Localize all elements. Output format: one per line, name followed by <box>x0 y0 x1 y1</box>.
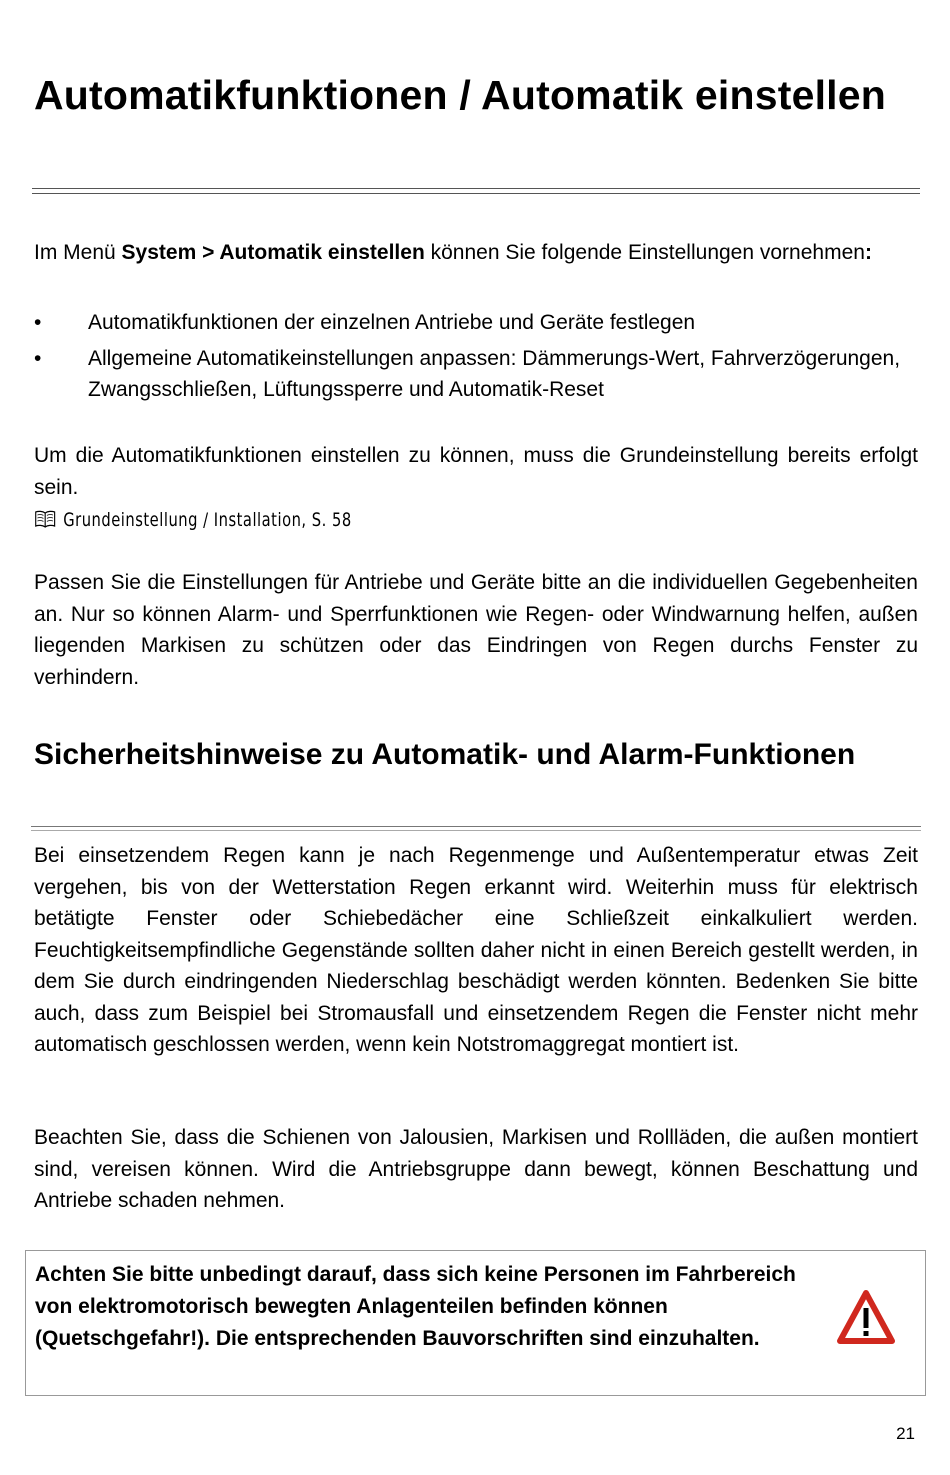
book-icon <box>34 509 56 529</box>
list-item-text: Automatikfunktionen der einzelnen Antriebe und Geräte festlegen <box>88 311 696 334</box>
section-divider <box>31 826 921 831</box>
intro-paragraph <box>34 237 918 269</box>
menu-path: System > Automatik einstellen <box>121 241 425 264</box>
prerequisite-paragraph: Um die Automatikfunktionen einstellen zu können, muss die Grundeinstellung bereits erfolgt sein. <box>34 444 918 499</box>
settings-list <box>34 307 918 410</box>
warning-box <box>25 1250 926 1396</box>
page-title: Automatikfunktionen / Automatik einstellen <box>34 72 887 118</box>
intro-text-post: können Sie folgende Einstellungen vornehmen <box>424 241 865 264</box>
section-title: Sicherheitshinweise zu Automatik- und Alarm-Funktionen <box>34 738 856 771</box>
title-divider <box>32 188 920 194</box>
intro-text-pre: Im Menü <box>34 241 122 264</box>
cross-reference <box>34 506 352 534</box>
rain-paragraph: Bei einsetzendem Regen kann je nach Regenmenge und Außentemperatur etwas Zeit vergehen, bis von der Wetterstation Regen erkannt wird. Weiterhin muss für elektrisch betätigte Fenster oder Schiebedächer eine Schließzeit einkalkuliert werden. Feuchtigkeitsempfindliche Gegenstände sollten daher nicht in einen Bereich gestellt werden, in dem Sie durch eindringenden Niederschlag beschädigt werden könnten. Bedenken Sie bitte auch, dass zum Beispiel bei Stromausfall und einsetzendem Regen die Fenster nicht mehr automatisch geschlossen werden, wenn kein Notstromaggregat montiert ist. <box>34 844 918 1056</box>
ice-paragraph: Beachten Sie, dass die Schienen von Jalousien, Markisen und Rollläden, die außen montiert sind, vereisen können. Wird die Antriebsgruppe dann bewegt, können Beschattung und Antriebe schaden nehmen. <box>34 1126 918 1212</box>
list-item <box>34 343 918 406</box>
warning-text: Achten Sie bitte unbedingt darauf, dass sich keine Personen im Fahrbereich von elektromotorisch bewegten Anlagenteilen befinden können (Quetschgefahr!). Die entsprechenden Bauvorschriften sind einzuhalten. <box>35 1263 796 1350</box>
page-number: 21 <box>896 1424 915 1443</box>
bullet-point: • <box>34 311 42 334</box>
list-item-text: Allgemeine Automatikeinstellungen anpassen: Dämmerungs-Wert, Fahrverzögerungen, Zwangsschließen, Lüftungssperre und Automatik-Reset <box>88 346 901 401</box>
bullet-point: • <box>34 346 42 370</box>
reference-text: Grundeinstellung / Installation, S. 58 <box>63 509 352 531</box>
warning-triangle-icon <box>836 1289 896 1345</box>
adjust-paragraph: Passen Sie die Einstellungen für Antriebe und Geräte bitte an die individuellen Gegebenheiten an. Nur so können Alarm- und Sperrfunktionen wie Regen- oder Windwarnung helfen, außen liegenden Markisen zu schützen oder das Eindringen von Regen durchs Fenster zu verhindern. <box>34 571 918 689</box>
list-item <box>34 307 918 339</box>
intro-colon: : <box>864 241 872 264</box>
